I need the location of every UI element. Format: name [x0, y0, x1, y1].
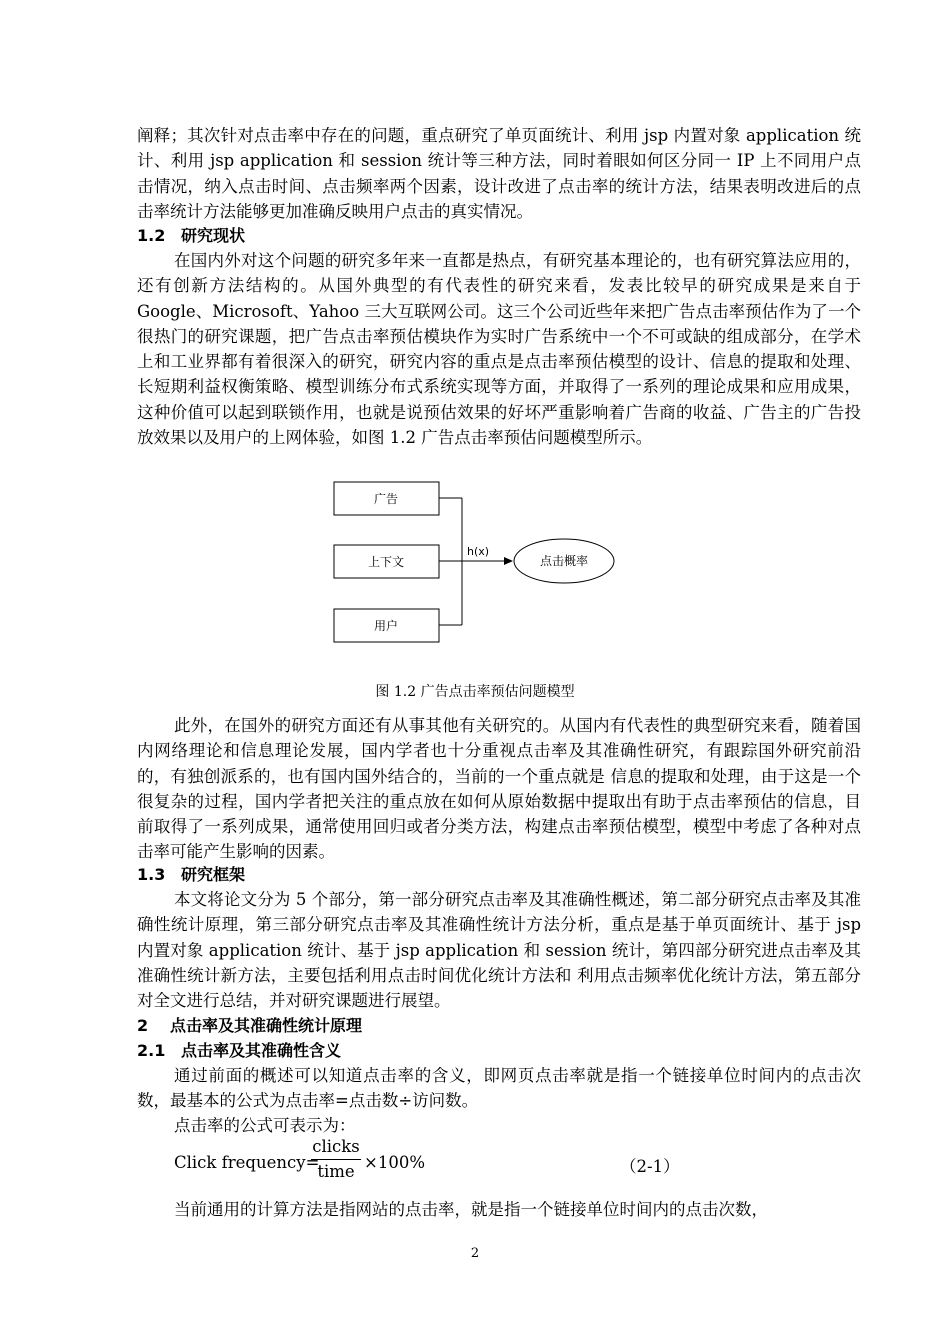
box-ad-label: 广告: [373, 492, 399, 506]
arrow-head: [504, 557, 513, 565]
formula-rhs: ×100%: [364, 1153, 425, 1172]
equation-number: （2-1）: [620, 1157, 680, 1176]
heading-text: 研究现状: [181, 226, 246, 245]
section-heading-1-3: [137, 864, 245, 886]
formula-fraction: [311, 1136, 361, 1183]
heading-number: 2.1: [137, 1041, 166, 1060]
formula-denominator: time: [317, 1162, 355, 1181]
fraction-bar: [311, 1159, 361, 1160]
formula-2-1: [174, 1136, 774, 1190]
edge-label: h(x): [467, 545, 490, 558]
section-heading-1-2: [137, 225, 245, 247]
output-label: 点击概率: [539, 554, 589, 568]
section-heading-2-1: [137, 1040, 341, 1062]
figure-caption: 图 1.2 广告点击率预估问题模型: [375, 684, 575, 700]
heading-text: 点击率及其准确性统计原理: [170, 1016, 363, 1035]
paragraph-domestic-research: 此外，在国外的研究方面还有从事其他有关研究的。从国内有代表性的典型研究来看，随着国内网络理论和信息理论发展，国内学者也十分重视点击率及其准确性研究，有跟踪国外研究前沿的，有独创派系的，也有国内国外结合的，当前的一个重点就是 信息的提取和处理，由于这是一个很复杂的过程，国内学者把关注的重点放在如何从原始数据中提取出有助于点击率预估的信息，目前取得了一系列成果，通常使用回归或者分类方法，构建点击率预估模型，模型中考虑了各种对点击率可能产生影响的因素。: [137, 716, 861, 862]
section-heading-2: [137, 1015, 362, 1037]
heading-number: 2: [137, 1016, 149, 1035]
heading-text: 研究框架: [181, 865, 246, 884]
heading-number: 1.3: [137, 865, 166, 884]
paragraph-formula-intro: 点击率的公式可表示为：: [174, 1116, 356, 1135]
ctr-model-diagram: [332, 478, 622, 648]
heading-number: 1.2: [137, 226, 166, 245]
paragraph-ctr-definition: 通过前面的概述可以知道点击率的含义，即网页点击率就是指一个链接单位时间内的点击次数，最基本的公式为点击率=点击数÷访问数。: [137, 1066, 861, 1111]
paragraph-framework: 本文将论文分为 5 个部分，第一部分研究点击率及其准确性概述，第二部分研究点击率及其准确性统计原理，第三部分研究点击率及其准确性统计方法分析，重点是基于单页面统计、基于 jsp 内置对象 application 统计、基于 jsp application 和 session 统计，第四部分研究进点击率及其准确性统计新方法，主要包括利用点击时间优化统计方法和 利用点击频率优化统计方法，第五部分对全文进行总结，并对研究课题进行展望。: [137, 890, 861, 1011]
box-user-label: 用户: [373, 619, 399, 633]
box-context-label: 上下文: [367, 555, 405, 569]
heading-text: 点击率及其准确性含义: [181, 1041, 342, 1060]
formula-lhs: Click frequency=: [174, 1153, 320, 1172]
paragraph-research-status: 在国内外对这个问题的研究多年来一直都是热点，有研究基本理论的，也有研究算法应用的，还有创新方法结构的。从国外典型的有代表性的研究来看，发表比较早的研究成果是来自于 Google、Microsoft、Yahoo 三大互联网公司。这三个公司近些年来把广告点击率预估作为了一个很热门的研究课题，把广告点击率预估模块作为实时广告系统中一个不可或缺的组成部分，在学术上和工业界都有着很深入的研究，研究内容的重点是点击率预估模型的设计、信息的提取和处理、长短期利益权衡策略、模型训练分布式系统实现等方面，并取得了一系列的理论成果和应用成果，这种价值可以起到联锁作用，也就是说预估效果的好坏严重影响着广告商的收益、广告主的广告投放效果以及用户的上网体验，如图 1.2 广告点击率预估问题模型所示。: [137, 251, 861, 448]
page-number: 2: [470, 1246, 480, 1261]
paragraph-current-method: 当前通用的计算方法是指网站的点击率，就是指一个链接单位时间内的点击次数，: [174, 1200, 768, 1219]
formula-numerator: clicks: [312, 1137, 360, 1156]
paragraph-summary: 阐释；其次针对点击率中存在的问题，重点研究了单页面统计、利用 jsp 内置对象 application 统计、利用 jsp application 和 session 统计等三种方法，同时着眼如何区分同一 IP 上不同用户点击情况，纳入点击时间、点击频率两个因素，设计改进了点击率的统计方法，结果表明改进后的点击率统计方法能够更加准确反映用户点击的真实情况。: [137, 126, 862, 221]
